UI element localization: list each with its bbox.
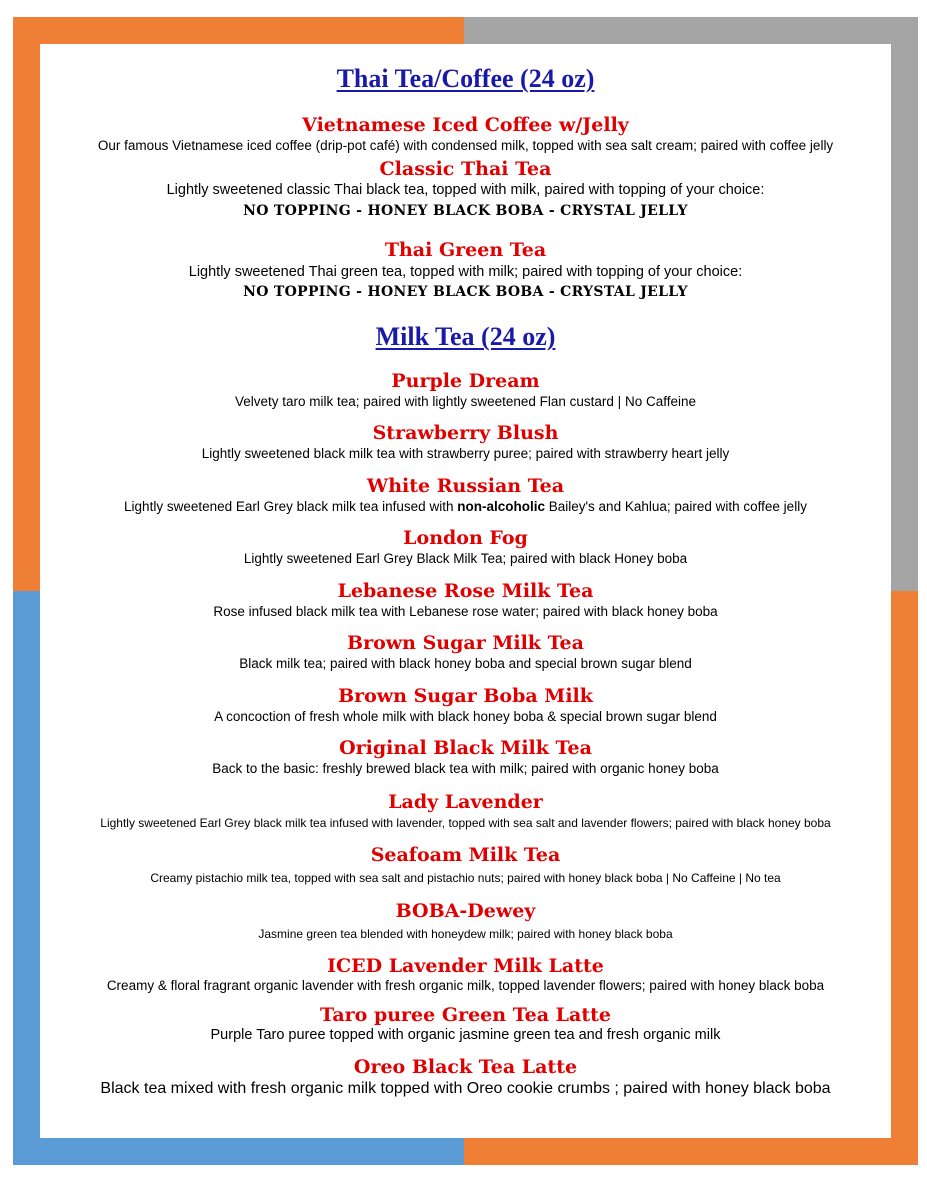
menu-item-description: A concoction of fresh whole milk with black honey boba & special brown sugar blend (214, 709, 717, 724)
menu-item-name: ICED Lavender Milk Latte (327, 955, 604, 977)
menu-item-name: BOBA-Dewey (395, 900, 536, 922)
menu-item-description: Lightly sweetened Earl Grey black milk tea infused with lavender, topped with sea salt and lavender flowers; paired with black honey boba (100, 816, 831, 830)
section-title-thai-tea-coffee: Thai Tea/Coffee (24 oz) (336, 64, 595, 93)
menu-item-name: Vietnamese Iced Coffee w/Jelly (302, 114, 629, 136)
section-title-milk-tea: Milk Tea (24 oz) (375, 322, 556, 351)
menu-item-description: Rose infused black milk tea with Lebanese rose water; paired with black honey boba (213, 604, 718, 619)
menu-item-name: Lady Lavender (388, 791, 543, 813)
menu-page (40, 44, 891, 1138)
menu-item-name: White Russian Tea (366, 475, 565, 497)
menu-item-description: Velvety taro milk tea; paired with lightly sweetened Flan custard | No Caffeine (235, 394, 696, 409)
menu-item-description: Lightly sweetened black milk tea with strawberry puree; paired with strawberry heart jelly (201, 446, 730, 461)
menu-item-description: Black tea mixed with fresh organic milk topped with Oreo cookie crumbs ; paired with honey black boba (100, 1080, 831, 1097)
menu-item-description: Creamy pistachio milk tea, topped with sea salt and pistachio nuts; paired with honey black boba | No Caffeine | No tea (150, 871, 781, 885)
menu-item-name: Seafoam Milk Tea (370, 844, 561, 866)
menu-item-name: Brown Sugar Boba Milk (338, 685, 593, 707)
menu-item-name: Oreo Black Tea Latte (353, 1056, 578, 1078)
menu-item-name: Taro puree Green Tea Latte (320, 1004, 611, 1026)
menu-item-name: Thai Green Tea (384, 239, 547, 261)
menu-item-description: Lightly sweetened classic Thai black tea, topped with milk, paired with topping of your choice: (166, 182, 765, 198)
menu-item-name: London Fog (403, 527, 528, 549)
menu-item-name: Purple Dream (391, 370, 540, 392)
menu-item-description: Lightly sweetened Earl Grey Black Milk Tea; paired with black Honey boba (243, 551, 688, 566)
menu-item-name: Lebanese Rose Milk Tea (337, 580, 594, 602)
topping-options: NO TOPPING - HONEY BLACK BOBA - CRYSTAL JELLY (243, 284, 688, 300)
menu-item-description: Lightly sweetened Thai green tea, topped with milk; paired with topping of your choice: (188, 264, 743, 280)
menu-item-description: Lightly sweetened Earl Grey black milk tea infused with non-alcoholic Bailey's and Kahlua; paired with coffee jelly (124, 499, 807, 514)
menu-item-description: Purple Taro puree topped with organic jasmine green tea and fresh organic milk (210, 1027, 721, 1043)
menu-item-name: Original Black Milk Tea (339, 737, 592, 759)
menu-item-name: Strawberry Blush (372, 422, 559, 444)
menu-item-description: Black milk tea; paired with black honey boba and special brown sugar blend (239, 656, 692, 671)
topping-options: NO TOPPING - HONEY BLACK BOBA - CRYSTAL JELLY (243, 203, 688, 219)
menu-item-description: Back to the basic: freshly brewed black tea with milk; paired with organic honey boba (212, 761, 719, 776)
menu-item-description: Creamy & floral fragrant organic lavender with fresh organic milk, topped lavender flowers; paired with honey black boba (106, 978, 825, 993)
menu-item-name: Classic Thai Tea (379, 158, 552, 180)
menu-item-description: Our famous Vietnamese iced coffee (drip-pot café) with condensed milk, topped with sea salt cream; paired with coffee jelly (97, 138, 834, 153)
menu-item-description: Jasmine green tea blended with honeydew milk; paired with honey black boba (258, 927, 673, 941)
menu-item-name: Brown Sugar Milk Tea (347, 632, 584, 654)
